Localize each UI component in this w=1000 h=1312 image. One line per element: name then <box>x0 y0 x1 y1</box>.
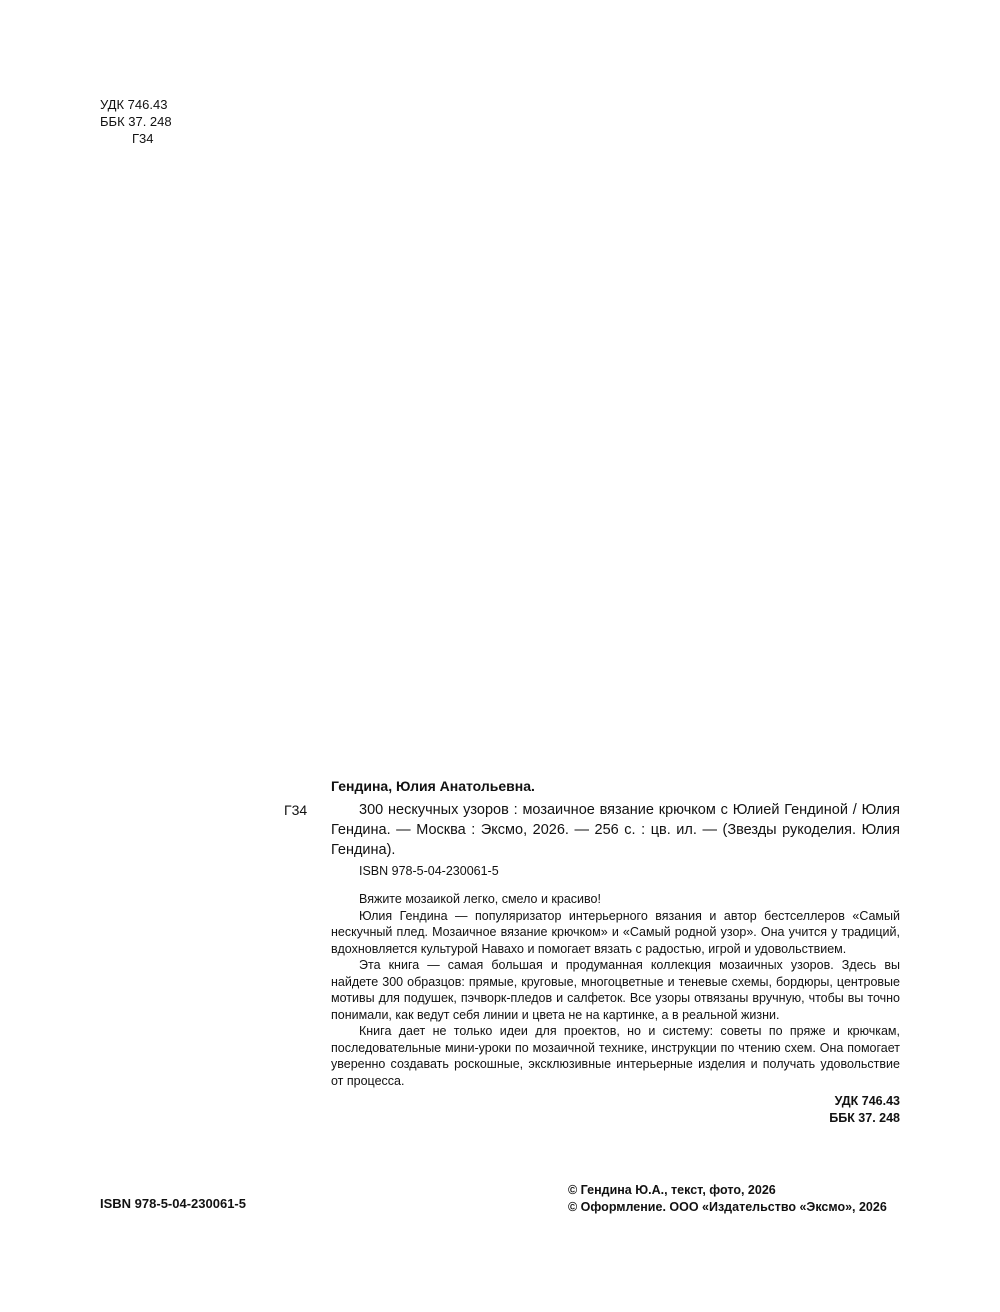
card-bbk-code: ББК 37. 248 <box>829 1110 900 1125</box>
card-codes <box>829 1093 900 1126</box>
annotation-paragraph: Вяжите мозаикой легко, смело и красиво! <box>359 892 601 906</box>
card-author-heading: Гендина, Юлия Анатольевна. <box>331 778 535 794</box>
copyright-author: © Гендина Ю.А., текст, фото, 2026 <box>568 1183 776 1197</box>
card-udk-code: УДК 746.43 <box>834 1094 900 1108</box>
annotation-paragraph: Книга дает не только идеи для проектов, но и систему: советы по пряже и крючкам, последовательные мини-уроки по мозаичной технике, инструкции по чтению схем. Она помогает уверенно создавать роскошные, эксклюзивные интерьерные изделия и получать удовольствие от процесса. <box>331 1024 900 1088</box>
author-mark: Г34 <box>132 131 154 146</box>
bbk-code: ББК 37. 248 <box>100 114 172 129</box>
classification-block <box>100 96 172 147</box>
footer-isbn: ISBN 978-5-04-230061-5 <box>100 1196 246 1211</box>
annotation-paragraph: Юлия Гендина — популяризатор интерьерного вязания и автор бестселлеров «Самый нескучный плед. Мозаичное вязание крючком» и «Самый родной узор». Она учится у традиций, вдохновляется культурой Навахо и помогает вязать с радостью, игрой и удовольствием. <box>331 908 900 956</box>
copyright-design: © Оформление. ООО «Издательство «Эксмо», 2026 <box>568 1199 887 1214</box>
copyright-block <box>568 1182 887 1215</box>
card-author-mark: Г34 <box>284 802 308 818</box>
annotation-paragraph: Эта книга — самая большая и продуманная коллекция мозаичных узоров. Здесь вы найдете 300 образцов: прямые, круговые, многоцветные и теневые схемы, бордюры, центровые мотивы для подушек, пэчворк-пледов и салфеток. Все узоры отвязаны вручную, чтобы вы точно понимали, как ведут себя линии и цвета не на картинке, а в реальной жизни. <box>331 958 900 1022</box>
card-isbn: ISBN 978-5-04-230061-5 <box>359 864 499 878</box>
udk-code: УДК 746.43 <box>100 97 168 112</box>
annotation <box>331 891 900 1089</box>
card-bibliographic-entry: 300 нескучных узоров : мозаичное вязание крючком с Юлией Гендиной / Юлия Гендина. — Москва : Эксмо, 2026. — 256 с. : цв. ил. — (Звезды рукоделия. Юлия Гендина). <box>331 802 900 858</box>
